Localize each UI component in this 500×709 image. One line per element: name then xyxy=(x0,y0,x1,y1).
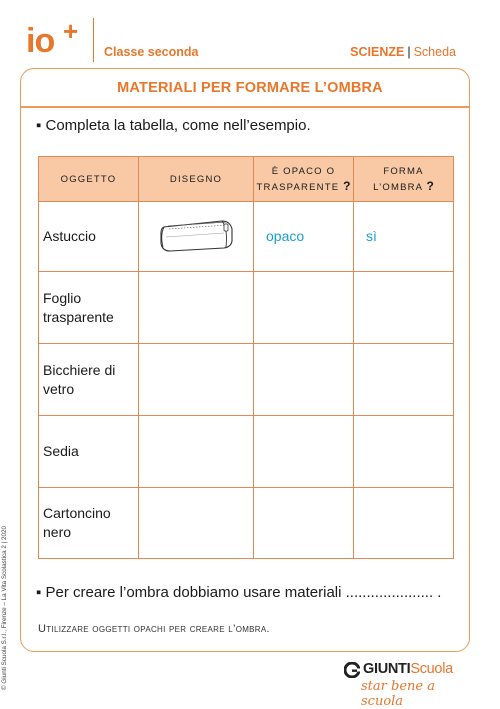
header-disegno: DISEGNO xyxy=(139,157,254,202)
table-row xyxy=(39,344,454,416)
drawing-cell[interactable] xyxy=(139,416,254,488)
io-plus-logo xyxy=(26,16,86,60)
table-row xyxy=(39,272,454,344)
ombra-answer-cell[interactable] xyxy=(354,488,454,559)
worksheet-title: MATERIALI PER FORMARE L’OMBRA xyxy=(117,80,383,96)
copyright-vertical xyxy=(1,460,13,690)
logo-plus: + xyxy=(63,16,79,46)
title-divider xyxy=(20,106,470,108)
drawing-cell xyxy=(139,202,254,272)
header-opaco-line2: TRASPARENTE xyxy=(256,181,340,193)
doc-type: Scheda xyxy=(413,45,456,59)
object-cell: Cartoncino nero xyxy=(39,488,139,559)
header-ombra-line1: FORMA xyxy=(383,165,424,177)
header-divider xyxy=(93,18,94,62)
opaco-answer-cell[interactable] xyxy=(254,416,354,488)
giunti-scuola-logo xyxy=(344,660,474,709)
opaco-answer-cell[interactable] xyxy=(254,344,354,416)
opaco-answer-cell: opaco xyxy=(254,202,354,272)
copyright-text: © Giunti Scuola S.r.l., Firenze – La Vita Scolastica 2 | 2020 xyxy=(1,525,8,690)
table-row xyxy=(39,202,454,272)
object-cell: Bicchiere di vetro xyxy=(39,344,139,416)
opaco-answer-cell[interactable] xyxy=(254,488,354,559)
brand-name-suffix: Scuola xyxy=(410,661,453,677)
brand-name xyxy=(363,661,453,677)
header-opaco-line1: È OPACO O xyxy=(271,165,336,177)
header-ombra xyxy=(354,157,454,202)
header-oggetto: OGGETTO xyxy=(39,157,139,202)
drawing-cell[interactable] xyxy=(139,272,254,344)
object-cell: Sedia xyxy=(39,416,139,488)
brand-motto: star bene a scuola xyxy=(361,679,435,709)
subject-name: SCIENZE xyxy=(350,45,405,59)
header-opaco xyxy=(254,157,354,202)
drawing-cell[interactable] xyxy=(139,488,254,559)
pencil-case-drawing xyxy=(156,213,236,255)
ombra-answer-cell[interactable] xyxy=(354,416,454,488)
ombra-answer-cell[interactable] xyxy=(354,272,454,344)
subject-label xyxy=(350,45,456,59)
table-row xyxy=(39,488,454,559)
opaco-answer-cell[interactable] xyxy=(254,272,354,344)
conclusion-text: ▪ Per creare l’ombra dobbiamo usare materiali ..................... . xyxy=(36,584,442,601)
object-cell: Foglio trasparente xyxy=(39,272,139,344)
table-header-row xyxy=(39,157,454,202)
logo-text: io xyxy=(26,22,55,60)
materials-table xyxy=(38,156,454,559)
ombra-answer-cell[interactable] xyxy=(354,344,454,416)
table-row xyxy=(39,416,454,488)
question-mark: ? xyxy=(426,178,434,193)
question-mark: ? xyxy=(343,178,351,193)
subject-separator: | xyxy=(407,45,411,59)
grade-label: Classe seconda xyxy=(104,45,199,59)
instruction-text: ▪ Completa la tabella, come nell’esempio. xyxy=(36,117,311,134)
object-cell: Astuccio xyxy=(39,202,139,272)
header-ombra-line2: L’OMBRA xyxy=(373,181,423,193)
ombra-answer-cell: sì xyxy=(354,202,454,272)
brand-name-main: GIUNTI xyxy=(363,661,411,677)
giunti-g-icon xyxy=(344,662,360,678)
answer-note: Utilizzare oggetti opachi per creare l’ombra. xyxy=(38,623,270,635)
drawing-cell[interactable] xyxy=(139,344,254,416)
